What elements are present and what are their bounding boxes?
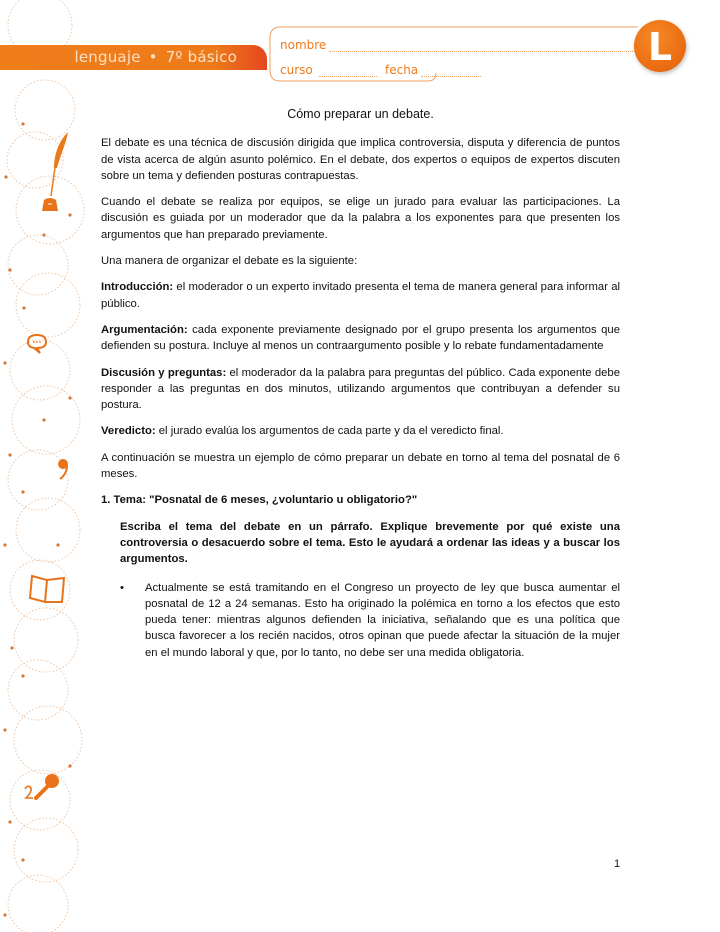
name-input-line[interactable] (329, 42, 639, 52)
bullet-icon: • (120, 581, 124, 594)
step-argumentation (101, 322, 620, 355)
step-term: Veredicto: (101, 425, 156, 438)
step-verdict (101, 423, 620, 439)
paragraph-teams: Cuando el debate se realiza por equipos, se elige un jurado para evaluar las participaciones. La discusión es guiada por un moderador que da la palabra a los exponentes para que presenten los argumentos que han preparado previamente. (101, 196, 620, 241)
banner-text (75, 48, 238, 66)
list-item (101, 580, 620, 661)
name-field[interactable] (280, 38, 639, 52)
subject-label: lenguaje (74, 48, 141, 66)
example-intro: A continuación se muestra un ejemplo de cómo preparar un debate en torno al tema del posnatal de 6 meses. (101, 451, 620, 481)
course-label: curso (280, 63, 313, 77)
document-title: Cómo preparar un debate. (287, 107, 434, 121)
student-info-box (268, 26, 642, 82)
document-body (101, 106, 620, 661)
section-instruction: Escriba el tema del debate en un párrafo. Explique brevemente por qué existe una controversia o desacuerdo sobre el tema. Esto le ayudará a ordenar las ideas y a buscar los argumentos. (120, 520, 620, 566)
quill-pen-icon (48, 130, 72, 200)
date-input-line[interactable] (421, 67, 481, 77)
step-text: el moderador o un experto invitado presenta el tema de manera general para informar al público. (101, 281, 620, 310)
step-term: Discusión y preguntas: (101, 366, 227, 379)
paragraph-definition: El debate es una técnica de discusión dirigida que implica controversia, disputa y diferencia de puntos de vista acerca de algún asunto polémico. En el debate, dos expertos o equipos de expertos discuten sobre un tema y defienden posturas contrapuestas. (101, 137, 620, 182)
course-field[interactable] (280, 63, 377, 77)
separator: • (148, 48, 158, 66)
microphone-icon (22, 772, 62, 804)
page-number: 1 (614, 858, 621, 870)
grade-label: 7º básico (165, 48, 237, 66)
badge-letter: L (647, 25, 673, 69)
step-introduction (101, 279, 620, 312)
step-text: el moderador da la palabra para preguntas del público. Cada exponente debe responder a las preguntas en dos minutos, utilizando argumentos que contribuyan a defender su postura. (101, 366, 621, 412)
section-heading: 1. Tema: "Posnatal de 6 meses, ¿voluntario u obligatorio?" (101, 494, 418, 507)
bullet-text: Actualmente se está tramitando en el Congreso un proyecto de ley que busca aumentar el posnatal de 12 a 24 semanas. Esto ha originado la polémica en torno a los efectos que esto pueda tener: mientras algunos defienden la iniciativa, señalando que es una política que busca favorecer a los recién nacidos, otros opinan que puede afectar la situación de la mujer en el mundo laboral y que, por lo tanto, no debe ser una medida obligatoria. (145, 581, 620, 659)
course-input-line[interactable] (319, 67, 377, 77)
date-field[interactable] (385, 63, 481, 77)
step-term: Introducción: (101, 281, 174, 294)
subject-badge (634, 20, 686, 72)
speech-bubble-icon (25, 332, 49, 356)
bullet-list (101, 580, 620, 661)
comma-icon (57, 458, 69, 480)
step-text: cada exponente previamente designado por el grupo presenta los argumentos que defienden su postura. Incluye al menos un contraargumento posible y lo rebate fundamentadamente (101, 323, 620, 353)
ink-pot-icon (40, 197, 60, 213)
open-book-icon (28, 572, 68, 606)
date-label: fecha (385, 63, 419, 77)
paragraph-organization: Una manera de organizar el debate es la siguiente: (101, 255, 358, 268)
step-text: el jurado evalúa los argumentos de cada parte y da el veredicto final. (155, 425, 504, 438)
name-label: nombre (280, 38, 327, 52)
step-discussion (101, 365, 620, 414)
step-term: Argumentación: (101, 323, 188, 336)
subject-banner (0, 45, 267, 70)
